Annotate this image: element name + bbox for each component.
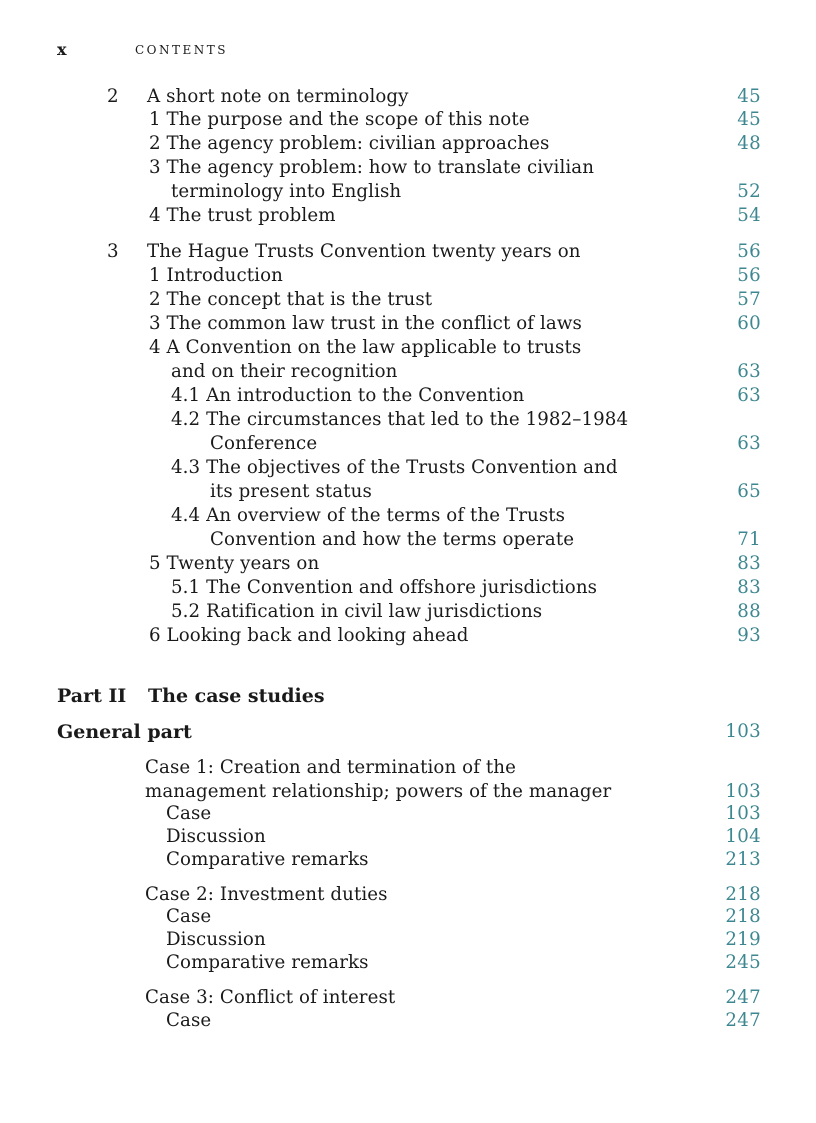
remarks-entry: Comparative remarks (166, 849, 369, 870)
page-number: 52 (737, 181, 761, 202)
subsection-entry: 4.2 The circumstances that led to the 1982–1984 (171, 409, 629, 430)
page-number: 104 (725, 826, 761, 847)
page-number: 103 (725, 781, 761, 802)
case-title: Case 3: Conflict of interest (145, 987, 396, 1008)
part-label: Part II (57, 685, 127, 707)
subsection-entry: 4.4 An overview of the terms of the Trusts (171, 505, 566, 526)
page-number: 63 (737, 361, 761, 382)
page-number: 88 (737, 601, 761, 622)
section-entry-continued: and on their recognition (171, 361, 398, 382)
page-number: 63 (737, 385, 761, 406)
page-number: 103 (725, 721, 761, 742)
subsection-entry: 5.1 The Convention and offshore jurisdictions (171, 577, 598, 598)
page-number: 218 (725, 906, 761, 927)
subsection-entry-continued: Conference (210, 433, 318, 454)
page-number: 54 (737, 205, 761, 226)
section-entry: 5 Twenty years on (149, 553, 320, 574)
chapter-number: 3 (107, 241, 119, 262)
general-part-heading: General part (57, 721, 192, 743)
section-entry: 1 The purpose and the scope of this note (149, 109, 530, 130)
case-title: Case 2: Investment duties (145, 884, 388, 905)
discussion-entry: Discussion (166, 826, 266, 847)
section-entry: 1 Introduction (149, 265, 283, 286)
remarks-entry: Comparative remarks (166, 952, 369, 973)
chapter-number: 2 (107, 86, 119, 107)
subsection-entry-continued: Convention and how the terms operate (210, 529, 575, 550)
subsection-entry: 5.2 Ratification in civil law jurisdictions (171, 601, 543, 622)
section-entry: 3 The common law trust in the conflict of laws (149, 313, 582, 334)
page-number: 213 (725, 849, 761, 870)
case-entry: Case (166, 803, 212, 824)
section-entry: 4 A Convention on the law applicable to trusts (149, 337, 582, 358)
page-number: 48 (737, 133, 761, 154)
chapter-title: A short note on terminology (147, 86, 409, 107)
page-number: 247 (725, 987, 761, 1008)
running-title: CONTENTS (135, 43, 229, 57)
page-number: 245 (725, 952, 761, 973)
page-number: 103 (725, 803, 761, 824)
section-entry: 2 The agency problem: civilian approaches (149, 133, 550, 154)
page-number: 83 (737, 553, 761, 574)
discussion-entry: Discussion (166, 929, 266, 950)
page-number: 57 (737, 289, 761, 310)
page-number: 93 (737, 625, 761, 646)
page-number: 45 (737, 109, 761, 130)
part-title: The case studies (148, 685, 325, 707)
subsection-entry: 4.3 The objectives of the Trusts Convention and (171, 457, 618, 478)
subsection-entry-continued: its present status (210, 481, 372, 502)
subsection-entry: 4.1 An introduction to the Convention (171, 385, 525, 406)
section-entry: 4 The trust problem (149, 205, 336, 226)
case-entry: Case (166, 1010, 212, 1031)
case-entry: Case (166, 906, 212, 927)
case-title: Case 1: Creation and termination of the (145, 757, 516, 778)
page-number: 247 (725, 1010, 761, 1031)
folio: x (57, 40, 67, 59)
page-number: 56 (737, 241, 761, 262)
page-number: 56 (737, 265, 761, 286)
page-number: 218 (725, 884, 761, 905)
section-entry: 2 The concept that is the trust (149, 289, 433, 310)
page-number: 63 (737, 433, 761, 454)
page-number: 83 (737, 577, 761, 598)
page-number: 65 (737, 481, 761, 502)
chapter-title: The Hague Trusts Convention twenty years on (147, 241, 581, 262)
section-entry: 3 The agency problem: how to translate civilian (149, 157, 595, 178)
page-number: 219 (725, 929, 761, 950)
page-number: 71 (737, 529, 761, 550)
section-entry: 6 Looking back and looking ahead (149, 625, 469, 646)
section-entry-continued: terminology into English (171, 181, 402, 202)
page-number: 60 (737, 313, 761, 334)
page-number: 45 (737, 86, 761, 107)
case-title-continued: management relationship; powers of the manager (145, 781, 612, 802)
